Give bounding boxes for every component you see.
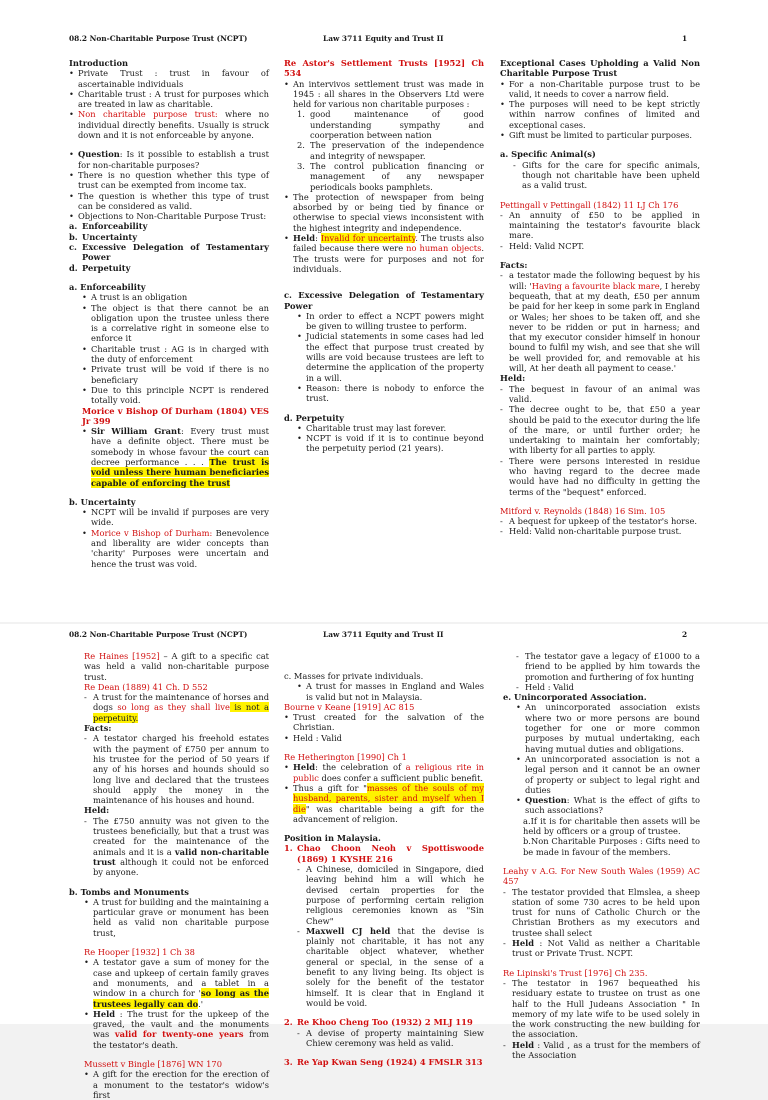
list-item: • Reason: there is nobody to enforce the trust. (297, 383, 484, 404)
list-item: • A gift for the erection for the erection of a monument to the testator's widow's first (84, 1069, 269, 1100)
quote-text: : Every trust must have a definite object. There must be somebody in whose favour the court can decree performance . . . (91, 426, 269, 467)
emphasis-text: Having a favourite black mare (531, 280, 660, 291)
case-citation: Mussett v Bingle [1876] WN 170 (84, 1058, 222, 1069)
question-text: : Is it possible to establish a trust for non-charitable purposes? (78, 149, 269, 170)
objection-item: a. Enforceability (69, 221, 269, 231)
list-item: • Held : Valid (284, 733, 484, 743)
header-course: 08.2 Non-Charitable Purpose Trust (NCPT) (69, 34, 248, 43)
case-text: Thus a gift for " (293, 782, 367, 793)
highlighted-text: is not a perpetuity. (93, 702, 270, 723)
page-header (0, 34, 768, 46)
answer-item: b.Non Charitable Purposes : Gifts need to be made in favour of the members. (523, 836, 700, 857)
facts-text: , I hereby bequeath, that at my death, £50 per annum be paid for her keep in some park in England or Wales; her shoes to be taken off, and she never to be ridden or put in harness; and that my executor consider himself in honour bound to fulfil my wish, and see that she will be well provided for, and removable at his will, At her death all payment to cease.' (509, 280, 700, 374)
list-item: • In order to effect a NCPT powers might be given to willing trustee to perform. (297, 311, 484, 332)
list-item (284, 783, 484, 824)
list-item: • Private trust will be void if there is no beneficiary (82, 364, 269, 385)
case-text: " was charitable being a gift for the advancement of religion. (293, 803, 484, 824)
page-header (0, 630, 768, 642)
case-citation: Leahy v A.G. For New South Wales (1959) AC 457 (503, 865, 700, 887)
case-text: A testator gave a sum of money for the case and upkeep of certain family graves and monuments, and a tablet in a window in a church for ' (93, 957, 269, 999)
header-subject: Law 3711 Equity and Trust II (323, 630, 444, 639)
list-item (84, 692, 269, 723)
list-item: • A trust for masses in England and Wales is valid but not in Malaysia. (297, 681, 484, 702)
case-citation: 3. Re Yap Kwan Seng (1924) 4 FMSLR 313 (284, 1057, 484, 1067)
page1-column-1 (69, 58, 269, 569)
section-title: Introduction (69, 58, 129, 68)
subsection-title: c. Excessive Delegation of Testamentary Power (284, 290, 484, 311)
list-item: • Held: Invalid for uncertainty. The trusts also failed because there were no human objects. The trusts were for purposes and not for individuals. (284, 233, 484, 274)
list-item: • Objections to Non-Charitable Purpose Trust: (69, 211, 269, 221)
list-item: • An unincorporated association is not a legal person and it cannot be an owner of property or subject to legal right and duties (516, 754, 700, 795)
highlighted-text: masses of the souls of my husband, parents, sister and myself when I die (293, 782, 484, 814)
list-item: - Held : Valid (516, 682, 700, 692)
subsection-title: b. Tombs and Monuments (69, 886, 189, 897)
list-item: • For a non-Charitable purpose trust to be valid, it needs to cover a narrow field. (500, 79, 700, 100)
list-item: • NCPT will be invalid if purposes are very wide. (82, 507, 269, 528)
list-item: • The purposes will need to be kept strictly within narrow confines of limited and exceptional cases. (500, 99, 700, 130)
list-item (69, 149, 269, 170)
held-text: . The trusts also failed because there were (293, 233, 485, 254)
held-text: . The trusts were for purposes and not for individuals. (293, 243, 484, 274)
facts-text: a testator made the following bequest by his will: ' (509, 270, 700, 291)
list-item (516, 795, 700, 816)
held-label: Held (293, 233, 316, 244)
objection-item: b. Uncertainty (69, 232, 269, 242)
page-2 (0, 624, 768, 1100)
list-item: - The testator in 1967 bequeathed his residuary estate to trustee on trust as one half to the Hull Judeans Association " In memory of my late wife to be used solely in the work constructing the new building for the association. (503, 978, 700, 1040)
list-item: • Gift must be limited to particular purposes. (500, 130, 700, 140)
list-item: - The bequest in favour of an animal was valid. (500, 384, 700, 405)
list-item (500, 270, 700, 373)
page2-column-3 (503, 651, 700, 1060)
subsection-title: a. Specific Animal(s) (500, 149, 596, 160)
facts-label: Facts: (84, 723, 112, 734)
list-item: - The testator provided that Elmslea, a sheep station of some 730 acres to be held upon trust for nuns of Catholic Church or the Christian Brothers as my executors and trustee shall select (503, 887, 700, 938)
emphasis-text: so long as they shall live (117, 702, 230, 713)
held-text: from the testator's death. (93, 1029, 269, 1050)
section-title: Exceptional Cases Upholding a Valid Non Charitable Purpose Trust (500, 58, 700, 79)
list-item: • The question is whether this type of trust can be considered as valid. (69, 191, 269, 212)
case-citation: Re Dean (1889) 41 Ch. D 552 (84, 681, 208, 692)
numbered-item: 1. good maintenance of good understanding sympathy and coorperation between nation (297, 109, 484, 140)
list-item: • Charitable trust : AG is in charged with the duty of enforcement (82, 344, 269, 365)
list-item: • An unincorporated association exists where two or more persons are bound together for one or more common purposes by mutual undertaking, each having mutual duties and obligations. (516, 702, 700, 753)
list-item: - The testator gave a legacy of £1000 to a friend to be applied by him towards the promotion and furthering of fox hunting (516, 651, 700, 682)
list-item: • NCPT is void if it is to continue beyond the perpetuity period (21 years). (297, 433, 484, 454)
case-text: A trust for the maintenance of horses and dogs (93, 692, 269, 713)
case-citation: Morice v Bishop Of Durham (1804) VES Jr 399 (82, 405, 269, 426)
list-item: • Charitable trust may last forever. (297, 423, 484, 433)
case-citation: Re Hooper [1932] 1 Ch 38 (84, 947, 195, 958)
objection-item: c. Excessive Delegation of Testamentary Power (69, 242, 269, 263)
held-label: Held: (84, 805, 110, 816)
list-item: • Trust created for the salvation of the Christian. (284, 712, 484, 733)
held-label: Held: (500, 373, 526, 384)
list-item (503, 938, 700, 959)
list-item: • A trust is an obligation (82, 292, 269, 302)
list-item: • A trust for building and the maintaining a particular grave or monument has been held as valid non charitable purpose trust, (84, 897, 269, 938)
case-citation: 2. Re Khoo Cheng Too (1932) 2 MLJ 119 (284, 1017, 484, 1027)
list-item (297, 926, 484, 1008)
list-item (82, 426, 269, 488)
numbered-item: 3. The control publication financing or management of any newspaper periodicals books pamphlets. (297, 161, 484, 192)
case-text: .' (198, 998, 204, 1009)
highlighted-text: so long as the trustees legally can do (93, 988, 269, 1009)
emphasis-text: valid for twenty-one years (114, 1029, 244, 1040)
list-item: - A Chinese, domiciled in Singapore, died leaving behind him a will which he devised certain properties for the purpose of performing certain religion religious ceremonies known as "Sin Chew" (297, 864, 484, 926)
list-item: - Held: Valid NCPT. (500, 241, 700, 251)
case-citation: Re Hetherington [1990] Ch 1 (284, 752, 407, 763)
emphasis-text: a religious rite in public (293, 762, 484, 783)
list-item (503, 1040, 700, 1061)
header-subject: Law 3711 Equity and Trust II (323, 34, 444, 43)
page2-column-2 (284, 671, 484, 1067)
subsection-title: e. Unincorporated Association. (503, 692, 647, 703)
subsection-title: b. Uncertainty (69, 496, 136, 507)
page2-column-1 (69, 651, 270, 1100)
held-text: does confer a sufficient public benefit. (318, 772, 484, 783)
emphasis-text: valid non-charitable trust (93, 846, 270, 867)
list-item (84, 816, 269, 878)
definition: where no individual directly benefits. Usually is struck down and it is not enforceable by anyone. (78, 109, 269, 141)
list-item (69, 109, 269, 140)
list-item: - An annuity of £50 to be applied in maintaining the testator's favourite black mare. (500, 210, 700, 241)
case-citation: Bourne v Keane [1919] AC 815 (284, 701, 415, 712)
page1-column-2 (284, 58, 484, 454)
subsection-title: c. Masses for private individuals. (284, 671, 424, 681)
list-item: • There is no question whether this type of trust can be exempted from income tax. (69, 170, 269, 191)
judge-name: Sir William Grant (91, 426, 181, 437)
case-note: Benevolence and liberality are wider concepts than 'charity' Purposes were uncertain and hence the trust was void. (91, 527, 270, 569)
subsection-title: d. Perpetuity (284, 412, 344, 423)
list-item: • An intervivos settlement trust was made in 1945 : all shares in the Observers Ltd were held for various non charitable purposes : (284, 79, 484, 110)
header-course: 08.2 Non-Charitable Purpose Trust (NCPT) (69, 630, 248, 639)
list-item: • The object is that there cannot be an obligation upon the trustee unless there is a correlative right in someone else to enforce it (82, 303, 269, 344)
list-item: - Held: Valid non-charitable purpose trust. (500, 526, 700, 536)
highlighted-text: The trust is void unless there human beneficiaries capable of enforcing the trust (91, 456, 270, 488)
case-citation: Mitford v. Reynolds (1848) 16 Sim. 105 (500, 505, 666, 516)
subsection-title: Position in Malaysia. (284, 833, 381, 844)
held-label: Held (512, 938, 535, 949)
list-item: - A testator charged his freehold estates with the payment of £750 per annum to his trustee for the period of 50 years if any of his horses and hounds should so long live and declared that the trustees should apply the money in the maintenance of his houses and hound. (84, 733, 269, 805)
list-item: - The decree ought to be, that £50 a year should be paid to the executor during the life of the mare, or until further order; he undertaking to maintain her comfortably; with liberty for all parties to apply. (500, 404, 700, 455)
held-text: : Valid , as a trust for the members of the Association (512, 1039, 700, 1060)
case-citation: Re Astor's Settlement Trusts [1952] Ch 534 (284, 58, 484, 79)
held-text: : The trust for the upkeep of the graved, the vault and the monuments was (93, 1008, 269, 1040)
list-item: • Judicial statements in some cases had led the effect that purpose trust created by wills are void because trustees are left to determine the application of the property in a will. (297, 331, 484, 382)
page-number: 1 (682, 34, 688, 43)
case-note: – A gift to a specific cat was held a valid non-charitable purpose trust. (84, 651, 269, 682)
case-citation: Re Haines [1952] (84, 651, 160, 661)
held-text: : the celebration of (315, 762, 406, 773)
list-item: • Private Trust : trust in favour of ascertainable individuals (69, 68, 269, 89)
subsection-title: a. Enforceability (69, 281, 146, 292)
facts-label: Facts: (500, 260, 528, 271)
question-label: Question (78, 149, 120, 160)
case-citation: Morice v Bishop of Durham: (91, 527, 213, 538)
held-text: The £750 annuity was not given to the trustees beneficially, but that a trust was created for the maintenance of the animals and it is a (93, 815, 269, 857)
list-item: - There were persons interested in residue who having regard to the decree made would have had no difficulty in getting the terms of the "bequest" enforced. (500, 456, 700, 497)
answer-item: a.If it is for charitable then assets will be held by officers or a group of trustee. (523, 815, 700, 837)
list-item: • Due to this principle NCPT is rendered totally void. (82, 385, 269, 406)
objection-item: d. Perpetuity (69, 263, 269, 273)
question-text: : What is the effect of gifts to such associations? (525, 795, 700, 816)
case-citation: 1. Chao Choon Neoh v Spottiswoode (1869) 1 KYSHE 216 (284, 843, 484, 864)
list-item: - A bequest for upkeep of the testator's horse. (500, 516, 700, 526)
held-text: although it could not be enforced by anyone. (93, 856, 269, 878)
list-item (84, 1009, 269, 1050)
numbered-item: 2. The preservation of the independence and integrity of newspaper. (297, 140, 484, 161)
list-item (84, 957, 269, 1008)
list-item: • Charitable trust : A trust for purposes which are treated in law as charitable. (69, 89, 269, 110)
held-label: Maxwell CJ held (306, 925, 391, 936)
case-citation: Pettingall v Pettingall (1842) 11 LJ Ch 176 (500, 199, 679, 210)
held-label: Held (293, 762, 316, 773)
highlighted-text: Invalid for uncertainty (320, 233, 416, 244)
held-text: that the devise is plainly not charitable, it has not any charitable object whatever, whether general or special, in the sense of a benefit to any living being. Its object is solely for the benefit of the testator himself. It is clear that in England it would be void. (306, 925, 484, 1008)
held-label: Held (512, 1039, 535, 1050)
list-item (284, 762, 484, 783)
held-text: : Not Valid as neither a Charitable trust or Private Trust. NCPT. (512, 938, 700, 959)
case-paragraph (84, 651, 269, 682)
page-number: 2 (682, 630, 688, 639)
list-item: - Gifts for the care for specific animals, though not charitable have been upheld as a valid trust. (513, 160, 700, 191)
list-item: - A devise of property maintaining Siew Chiew ceremony was held as valid. (297, 1028, 484, 1049)
question-label: Question (525, 795, 567, 806)
page1-column-3 (500, 58, 700, 537)
case-citation: Re Lipinski's Trust [1976] Ch 235. (503, 967, 648, 978)
list-item (82, 528, 269, 569)
term: Non charitable purpose trust: (78, 109, 218, 120)
emphasis-text: no human objects (406, 243, 482, 254)
held-label: Held (93, 1008, 116, 1019)
list-item: • The protection of newspaper from being absorbed by or being tied by finance or otherwise to special views inconsistent with the highest integrity and independence. (284, 192, 484, 233)
